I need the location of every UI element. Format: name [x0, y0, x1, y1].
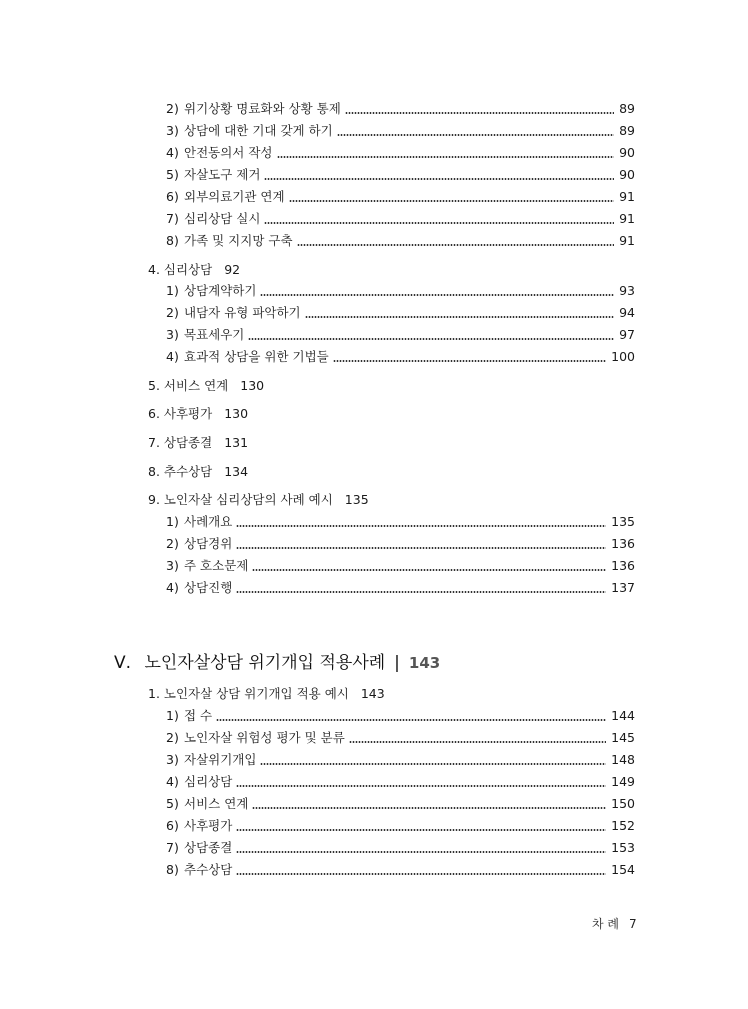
entry-number: 2)	[166, 730, 179, 745]
section-label: 9. 노인자살 심리상담의 사례 예시	[148, 492, 333, 507]
toc-entry[interactable]	[166, 101, 635, 117]
section-page: 92	[224, 262, 241, 277]
toc-entry[interactable]	[166, 862, 635, 878]
dot-leader	[236, 829, 606, 831]
entry-label: 심리상담	[184, 774, 233, 789]
toc-entry[interactable]	[166, 730, 635, 746]
toc-entry[interactable]	[166, 774, 635, 790]
entry-label: 안전동의서 작성	[184, 145, 273, 160]
dot-leader	[277, 156, 615, 158]
entry-page: 91	[619, 189, 635, 204]
toc-section-heading[interactable]	[148, 492, 369, 508]
entry-label: 사후평가	[184, 818, 233, 833]
entry-page: 137	[611, 580, 635, 595]
entry-page: 154	[611, 862, 635, 877]
toc-section-heading[interactable]	[148, 378, 264, 394]
toc-entry[interactable]	[166, 818, 635, 834]
entry-label: 노인자살 위험성 평가 및 분류	[184, 730, 345, 745]
entry-label: 목표세우기	[184, 327, 245, 342]
toc-entry[interactable]	[166, 558, 635, 574]
entry-page: 153	[611, 840, 635, 855]
entry-label: 심리상담 실시	[184, 211, 261, 226]
section-page: 134	[224, 464, 249, 479]
entry-label: 상담진행	[184, 580, 233, 595]
page-footer	[592, 915, 637, 932]
entry-number: 3)	[166, 327, 179, 342]
entry-number: 4)	[166, 580, 179, 595]
chapter-numeral: Ⅴ.	[114, 653, 132, 673]
toc-section-heading[interactable]	[148, 435, 248, 451]
toc-entry[interactable]	[166, 145, 635, 161]
dot-leader	[345, 112, 614, 114]
section-label: 7. 상담종결	[148, 435, 213, 450]
entry-number: 6)	[166, 189, 179, 204]
dot-leader	[236, 851, 606, 853]
entry-label: 가족 및 지지망 구축	[184, 233, 293, 248]
section-label: 4. 심리상담	[148, 262, 213, 277]
entry-number: 4)	[166, 145, 179, 160]
toc-entry[interactable]	[166, 327, 635, 343]
toc-entry[interactable]	[166, 840, 635, 856]
dot-leader	[248, 338, 614, 340]
dot-leader	[264, 178, 614, 180]
entry-number: 1)	[166, 514, 179, 529]
dot-leader	[260, 294, 614, 296]
entry-number: 8)	[166, 233, 179, 248]
dot-leader	[236, 591, 606, 593]
dot-leader	[236, 785, 606, 787]
entry-page: 136	[611, 558, 635, 573]
entry-number: 5)	[166, 796, 179, 811]
entry-number: 1)	[166, 708, 179, 723]
entry-number: 4)	[166, 349, 179, 364]
dot-leader	[252, 569, 606, 571]
section-label: 5. 서비스 연계	[148, 378, 229, 393]
entry-page: 150	[611, 796, 635, 811]
toc-section-heading[interactable]	[148, 686, 385, 702]
entry-number: 7)	[166, 211, 179, 226]
section-label: 1. 노인자살 상담 위기개입 적용 예시	[148, 686, 349, 701]
entry-number: 3)	[166, 558, 179, 573]
entry-number: 8)	[166, 862, 179, 877]
entry-label: 내담자 유형 파악하기	[184, 305, 301, 320]
dot-leader	[349, 741, 606, 743]
toc-section-heading[interactable]	[148, 406, 248, 422]
entry-page: 89	[619, 123, 635, 138]
entry-page: 145	[611, 730, 635, 745]
entry-page: 148	[611, 752, 635, 767]
chapter-heading[interactable]	[114, 652, 440, 674]
entry-page: 91	[619, 233, 635, 248]
dot-leader	[289, 200, 615, 202]
toc-entry[interactable]	[166, 305, 635, 321]
entry-number: 4)	[166, 774, 179, 789]
page-number: 7	[629, 917, 637, 931]
dot-leader	[216, 719, 606, 721]
dot-leader	[236, 525, 606, 527]
entry-page: 94	[619, 305, 635, 320]
entry-page: 149	[611, 774, 635, 789]
entry-page: 90	[619, 167, 635, 182]
entry-number: 3)	[166, 752, 179, 767]
entry-label: 효과적 상담을 위한 기법들	[184, 349, 329, 364]
chapter-title: 노인자살상담 위기개입 적용사례	[144, 653, 386, 673]
entry-page: 93	[619, 283, 635, 298]
toc-section-heading[interactable]	[148, 262, 240, 278]
toc-entry[interactable]	[166, 580, 635, 596]
dot-leader	[333, 360, 606, 362]
section-page: 130	[240, 378, 265, 393]
dot-leader	[252, 807, 606, 809]
entry-label: 위기상황 명료화와 상황 통제	[184, 101, 341, 116]
entry-number: 5)	[166, 167, 179, 182]
entry-page: 90	[619, 145, 635, 160]
toc-entry[interactable]	[166, 514, 635, 530]
entry-number: 3)	[166, 123, 179, 138]
entry-label: 외부의료기관 연계	[184, 189, 285, 204]
entry-page: 152	[611, 818, 635, 833]
entry-label: 서비스 연계	[184, 796, 249, 811]
entry-page: 144	[611, 708, 635, 723]
toc-entry[interactable]	[166, 123, 635, 139]
entry-label: 상담종결	[184, 840, 233, 855]
section-page: 143	[360, 686, 385, 701]
toc-entry[interactable]	[166, 167, 635, 183]
toc-entry[interactable]	[166, 536, 635, 552]
chapter-page: 143	[408, 654, 441, 672]
entry-page: 97	[619, 327, 635, 342]
dot-leader	[305, 316, 614, 318]
entry-label: 상담에 대한 기대 갖게 하기	[184, 123, 333, 138]
entry-number: 2)	[166, 305, 179, 320]
entry-label: 상담경위	[184, 536, 233, 551]
section-label: 6. 사후평가	[148, 406, 213, 421]
entry-number: 2)	[166, 101, 179, 116]
dot-leader	[264, 222, 614, 224]
toc-entry[interactable]	[166, 708, 635, 724]
entry-number: 7)	[166, 840, 179, 855]
section-page: 130	[224, 406, 249, 421]
dot-leader	[260, 763, 606, 765]
section-page: 131	[224, 435, 249, 450]
entry-number: 2)	[166, 536, 179, 551]
dot-leader	[297, 244, 615, 246]
entry-label: 사례개요	[184, 514, 233, 529]
entry-label: 주 호소문제	[184, 558, 249, 573]
entry-page: 91	[619, 211, 635, 226]
toc-entry[interactable]	[166, 796, 635, 812]
toc-entry[interactable]	[166, 752, 635, 768]
toc-entry[interactable]	[166, 283, 635, 299]
entry-page: 100	[611, 349, 635, 364]
dot-leader	[337, 134, 614, 136]
entry-label: 접 수	[184, 708, 213, 723]
entry-page: 135	[611, 514, 635, 529]
footer-label: 차 례	[592, 917, 619, 931]
section-page: 135	[344, 492, 369, 507]
toc-entry[interactable]	[166, 189, 635, 205]
entry-label: 자살도구 제거	[184, 167, 261, 182]
entry-page: 89	[619, 101, 635, 116]
section-label: 8. 추수상담	[148, 464, 213, 479]
entry-label: 추수상담	[184, 862, 233, 877]
chapter-separator: |	[394, 653, 400, 673]
entry-label: 자살위기개입	[184, 752, 257, 767]
entry-page: 136	[611, 536, 635, 551]
entry-number: 6)	[166, 818, 179, 833]
toc-entry[interactable]	[166, 233, 635, 249]
toc-entry[interactable]	[166, 211, 635, 227]
entry-label: 상담계약하기	[184, 283, 257, 298]
toc-entry[interactable]	[166, 349, 635, 365]
toc-section-heading[interactable]	[148, 464, 248, 480]
dot-leader	[236, 547, 606, 549]
entry-number: 1)	[166, 283, 179, 298]
dot-leader	[236, 873, 606, 875]
